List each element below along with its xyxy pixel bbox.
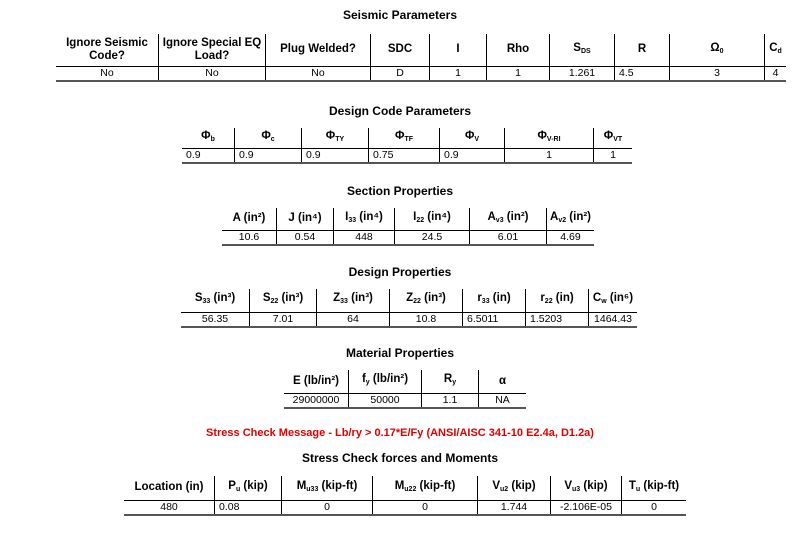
col-r: R bbox=[615, 34, 670, 66]
table-row: 0.9 0.9 0.9 0.75 0.9 1 1 bbox=[182, 148, 632, 163]
table-row: 480 0.08 0 0 1.744 -2.106E-05 0 bbox=[124, 500, 686, 515]
stress-check-forces-title: Stress Check forces and Moments bbox=[301, 451, 499, 465]
design-code-title: Design Code Parameters bbox=[328, 104, 472, 118]
col-sds: $S_{DS}$ bbox=[550, 34, 615, 66]
design-properties-title: Design Properties bbox=[348, 265, 452, 279]
stress-check-message: Stress Check Message - Lb/ry > 0.17*E/Fy (ANSI/AISC 341-10 E2.4a, D1.2a) bbox=[206, 427, 594, 439]
stress-check-forces-table: Location (in) $P_u$ (kip) $M_{u33}$ (kip-ft) $M_{u22}$ (kip-ft) $V_{u2}$ (kip) $V_{u3}$ (kip) $T_u$ (kip-ft) 480 0.08 0 0 1.744 -2.106E-05 0 bbox=[124, 476, 686, 516]
col-ignore-seismic: Ignore Seismic Code? bbox=[56, 34, 159, 66]
design-properties-table: $S_{33}$ (in³) $S_{22}$ (in³) $Z_{33}$ (in³) $Z_{22}$ (in³) $r_{33}$ (in) $r_{22}$ (in) $C_w$ (in⁶) 56.35 7.01 64 10.8 6.5011 1.5203 1464.43 bbox=[181, 289, 637, 328]
col-ignore-special-eq: Ignore Special EQ Load? bbox=[159, 34, 266, 66]
col-i: I bbox=[430, 34, 487, 66]
col-cd: $C_d$ bbox=[765, 34, 787, 66]
col-rho: Rho bbox=[487, 34, 550, 66]
col-plug-welded: Plug Welded? bbox=[266, 34, 371, 66]
col-sdc: SDC bbox=[371, 34, 430, 66]
seismic-parameters-table bbox=[56, 34, 786, 82]
table-row: 29000000 50000 1.1 NA bbox=[284, 393, 526, 408]
table-row: 10.6 0.54 448 24.5 6.01 4.69 bbox=[222, 230, 594, 245]
material-properties-table: E (lb/in²) $f_y$ (lb/in²) $R_y$ α 29000000 50000 1.1 NA bbox=[284, 370, 526, 409]
table-row: 56.35 7.01 64 10.8 6.5011 1.5203 1464.43 bbox=[181, 312, 637, 327]
section-properties-title: Section Properties bbox=[346, 184, 454, 198]
col-omega: $\Omega_0$ bbox=[670, 34, 765, 66]
table-row: No No No D 1 1 1.261 4.5 3 4 bbox=[56, 66, 786, 81]
material-properties-title: Material Properties bbox=[345, 346, 455, 360]
seismic-parameters-title: Seismic Parameters bbox=[342, 8, 458, 22]
section-properties-table: A (in²) J (in⁴) $I_{33}$ (in⁴) $I_{22}$ (in⁴) $A_{v3}$ (in²) $A_{v2}$ (in²) 10.6 0.54 448 24.5 6.01 4.69 bbox=[222, 208, 594, 246]
design-code-table: $\Phi_b$ $\Phi_c$ $\Phi_{TY}$ $\Phi_{TF}$ $\Phi_V$ $\Phi_{V-RI}$ $\Phi_{VT}$ 0.9 0.9 0.9 0.75 0.9 1 1 bbox=[182, 128, 632, 164]
